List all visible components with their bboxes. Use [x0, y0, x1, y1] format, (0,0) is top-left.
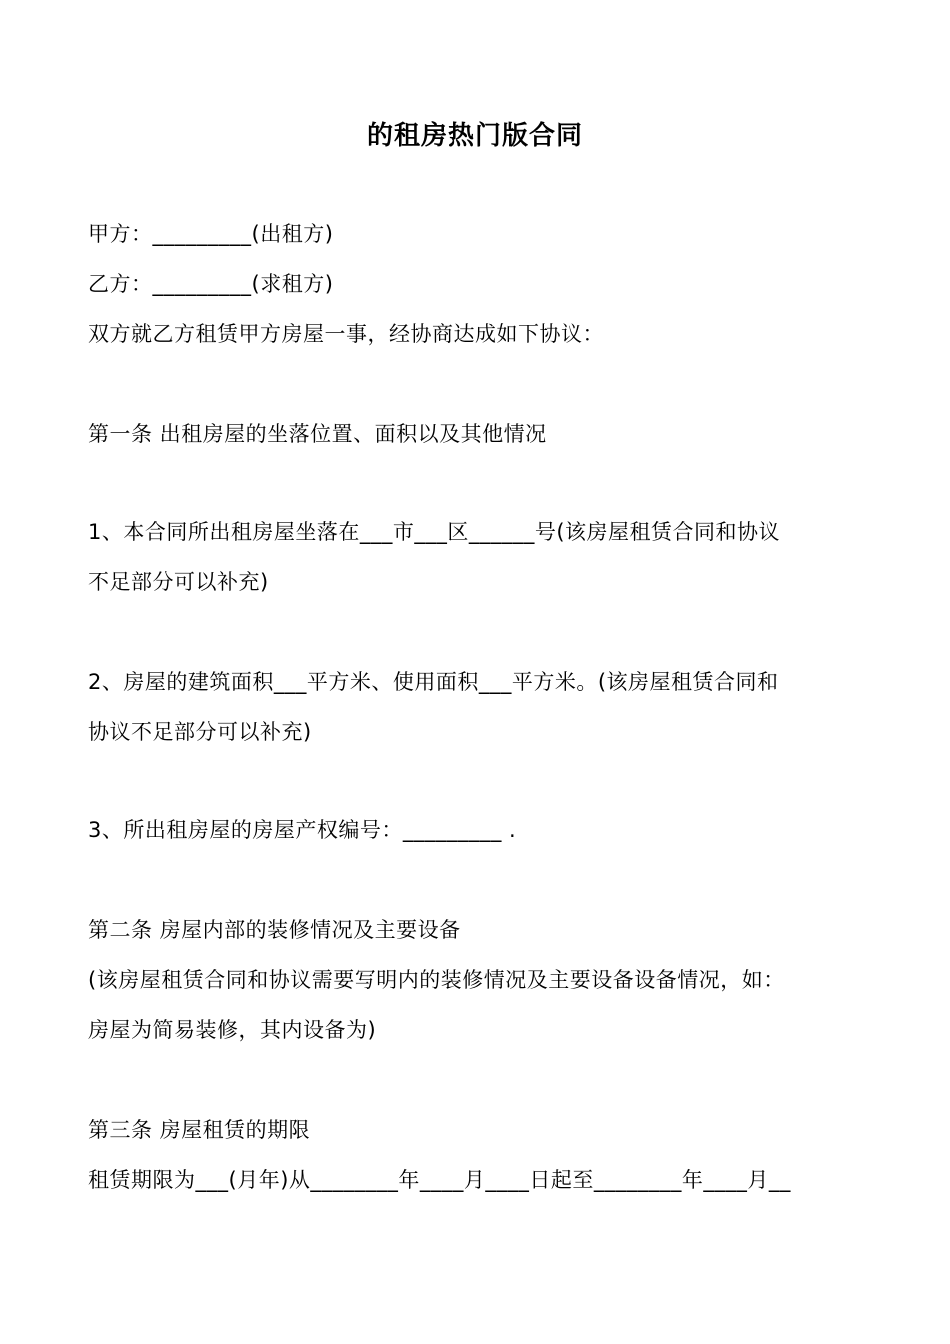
party-a-line: 甲方：_________(出租方)	[88, 222, 334, 246]
article-3-heading: 第三条 房屋租赁的期限	[88, 1118, 311, 1142]
article-2-note-line-1: (该房屋租赁合同和协议需要写明内的装修情况及主要设备设备情况，如：	[88, 968, 785, 992]
clause-1-line-1: 1、本合同所出租房屋坐落在___市___区______号(该房屋租赁合同和协议	[88, 520, 781, 544]
article-2-heading: 第二条 房屋内部的装修情况及主要设备	[88, 918, 461, 942]
clause-1-line-2: 不足部分可以补充)	[88, 570, 269, 594]
clause-3-line: 3、所出租房屋的房屋产权编号：_________ .	[88, 818, 517, 842]
clause-2-line-1: 2、房屋的建筑面积___平方米、使用面积___平方米。(该房屋租赁合同和	[88, 670, 779, 694]
clause-2-line-2: 协议不足部分可以补充)	[88, 720, 312, 744]
article-1-heading: 第一条 出租房屋的坐落位置、面积以及其他情况	[88, 422, 547, 446]
article-2-note-line-2: 房屋为简易装修，其内设备为)	[88, 1018, 377, 1042]
agreement-intro: 双方就乙方租赁甲方房屋一事，经协商达成如下协议：	[88, 322, 604, 346]
document-title: 的租房热门版合同	[366, 121, 583, 151]
party-b-line: 乙方：_________(求租方)	[88, 272, 334, 296]
lease-term-line: 租赁期限为___(月年)从________年____月____日起至________年____月__	[88, 1168, 791, 1192]
